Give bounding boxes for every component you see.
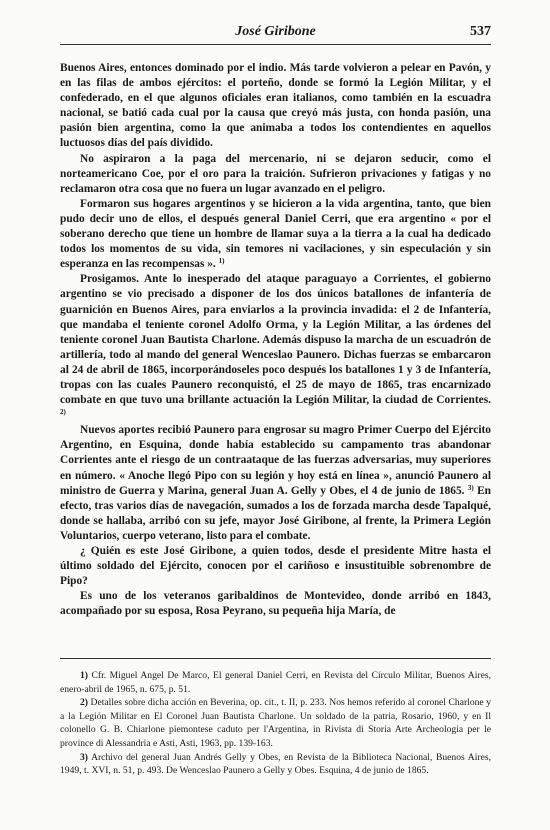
paragraph: Buenos Aires, entonces dominado por el indio. Más tarde volvieron a pelear en Pavón, y en las filas de ambos ejércitos: el porteño, donde se formó la Legión Militar, y el confederado, en el que algunos oficiales eran italianos, como también en la escuadra nacional, se batió cada cual por la causa que creyó más justa, con honda pasión, una pasión bien argentina, como la que animaba a todos los contendientes en aquellos luctuosos días del país dividido. [60,62,491,150]
footnote-mark: 1) [80,670,88,681]
footnote-mark: 3) [80,751,88,763]
footnote: 2) Detalles sobre dicha acción en Beverina, op. cit., t. II, p. 233. Nos hemos referido al coronel Charlone y a la Legión Militar en El Coronel Juan Bautista Charlone. Un soldado de la patria, Rosario, 1960, y en Il colonello G. B. Chiarlone piemontese caduto per l'Argentina, in Rivista di Storia Arte Archeologia per le province di Alessandria e Asti, Asti, 1963, pp. 139-163. [60,697,491,749]
footnote-ref: 3) [467,483,474,492]
page-number: 537 [470,24,491,39]
footnote-mark: 2) [80,697,88,709]
footnote: 1) Cfr. Miguel Angel De Marco, El general Daniel Cerri, en Revista del Círculo Militar, Buenos Aires, enero-abril de 1965, n. 675, p. 51. [60,670,491,695]
footnote-ref: 1) [218,257,225,266]
footnote: 3) Archivo del general Juan Andrés Gelly y Obes, en Revista de la Biblioteca Nacional, Buenos Aires, 1949, t. XVI, n. 51, p. 493. De Wenceslao Paunero a Gelly y Obes. Esquina, 4 de junio de 1865. [60,751,491,777]
footnote-ref: 2) [60,408,66,417]
paragraph: Nuevos aportes recibió Paunero para engrosar su magro Primer Cuerpo del Ejército Argentino, en Esquina, donde había establecido su campamento tras abandonar Corrientes ante el riesgo de un contraataque de las fuerzas adversarias, muy superiores en número. « Anoche llegó Pipo con su legión y hoy está en línea », anunció Paunero al ministro de Guerra y Marina, general Juan A. Gelly y Obes, el 4 de junio de 1865. $^{3)}$ En efecto, tras varios días de navegación, sumados a los de forzada marcha desde Tapalqué, donde se hallaba, arribó con su jefe, mayor José Giribone, al frente, la Primera Legión Voluntarios, cuerpo veterano, listo para el combate. [60,424,491,542]
body-text [60,61,491,619]
page-header [60,22,491,45]
running-title: José Giribone [235,24,316,39]
paragraph: Formaron sus hogares argentinos y se hicieron a la vida argentina, tanto, que bien pudo decir uno de ellos, el después general Daniel Cerri, que era argentino « por el soberano derecho que tiene un hombre de llamar suya a la tierra a la cual ha dedicado todos los momentos de su vida, sin temores ni vacilaciones, y sin especulación y sin esperanza en las recompensas ». $^{1)}$ [60,197,491,271]
paragraph: ¿ Quién es este José Giribone, a quien todos, desde el presidente Mitre hasta el último soldado del Ejército, conocen por el cariñoso e insustituible sobrenombre de Pipo? [60,545,491,588]
paragraph: No aspiraron a la paga del mercenario, ni se dejaron seducir, como el norteamericano Coe, por el oro para la traición. Sufrieron privaciones y fatigas y no reclamaron otra cosa que no fuera un lugar avanzado en el peligro. [60,152,491,195]
paragraph: Prosigamos. Ante lo inesperado del ataque paraguayo a Corrientes, el gobierno argentino se vio precisado a disponer de los dos únicos batallones de infantería de guarnición en Buenos Aires, para enviarlos a la provincia invadida: el 2 de Infantería, que mandaba el teniente coronel Adolfo Orma, y la Legión Militar, a las órdenes del teniente coronel Juan Bautista Charlone. Además dispuso la marcha de un escuadrón de artillería, todo al mando del general Wenceslao Paunero. Dichas fuerzas se embarcaron al 24 de abril de 1865, incorporándoseles poco después los batallones 1 y 3 de Infantería, tropas con las cuales Paunero reconquistó, el 25 de mayo de 1865, tras encarnizado combate en que tuvo una brillante actuación la Legión Militar, la ciudad de Corrientes. $^{2)}$ [60,273,491,417]
paragraph: Es uno de los veteranos garibaldinos de Montevideo, donde arribó en 1843, acompañado por su esposa, Rosa Peyrano, su pequeña hija María, de [60,590,491,618]
footnotes [60,658,491,778]
